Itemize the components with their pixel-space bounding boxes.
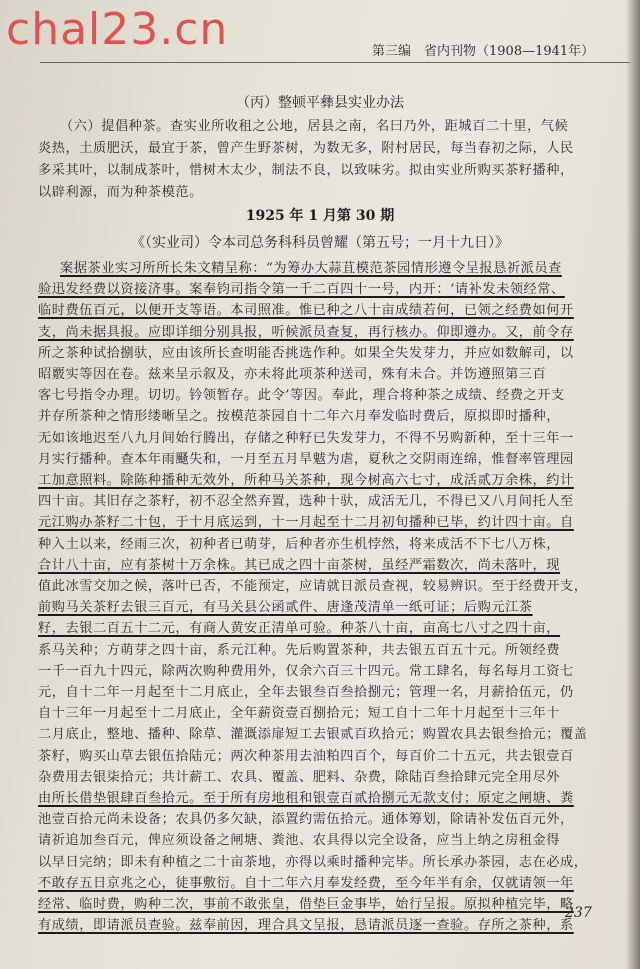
body-line: 四十亩。其旧存之茶籽，初不忍全然弃置，选种十驮，成活无几，不得已又八月间托人至	[38, 494, 574, 510]
body-line: 月实行播种。查本年雨颾失和，一月至五月旱魃为虐，夏秋之交阴雨连绵，惟督率管理园	[38, 451, 574, 467]
body-line: 一千一百九十四元，除两次购种费用外，仅余六百三十四元。常工肆名，每名每月工资七	[38, 663, 574, 679]
page-edge-shadow	[626, 0, 640, 969]
header-rule	[40, 62, 630, 63]
body-line: 杂费用去银柒拾元；共计薪工、农具、覆盖、肥料、杂费，除陆百叁拾肆元完全用尽外	[38, 769, 561, 785]
section-title: （丙）整顿平彝县实业办法	[236, 95, 404, 111]
body-line: 验迅发经费以资接济事。案奉钧司指令第一千二百四十一号，内开：‘请补发未领经常、	[38, 282, 565, 298]
body-line: 支，尚未据具报。应即详细分别具报，听候派员查复，再行核办。仰即遵办。又，前令存	[38, 324, 574, 340]
watermark: chal23.cn	[6, 4, 229, 55]
body-line: 无如该地迟至八九月间始行腾出，存储之种籽已失发芽力，不得不另购新种，至十三年一	[38, 430, 574, 446]
date-heading: 1925 年 1 月第 30 期	[245, 208, 395, 224]
body-line: 案据茶业实习所所长朱文精呈称：“为筹办大蒜苴模范茶园情形遵令呈报恳祈派员查	[60, 261, 562, 276]
body-line: 由所长借垫银肆百叁拾元。至于所有房地租和银壹百贰拾捌元无款支付；原定之闸塘、粪	[38, 791, 574, 806]
page-number: 237	[565, 905, 592, 921]
body-line: 昭覈实等因在卷。兹来呈示叙及，亦未将此项茶种送司，殊有未合。并饬遵照第三百	[38, 367, 547, 382]
body-line: 以早日完纳；即未有种植之二十亩茶地，亦得以乘时播种完毕。所长承办茶园，志在必成，	[38, 854, 588, 870]
body-line: 临时费伍百元，以便开支等语。本司照准。惟已种之八十亩成绩若何，已领之经费如何开	[38, 303, 574, 319]
body-line: 客七号指令办理。切切。钤领暂存。此令’等因。奉此，理合将种茶之成绩、经费之开支	[38, 388, 565, 404]
body-line: 合计八十亩，应有茶树十万余株。其已成之四十亩茶树，虽经严霜数次，尚未落叶，现	[38, 557, 561, 573]
body-line: 值此冰雪交加之候，落叶已否，不能预定，应请就日派员查视，较易辨识。至于经费开支，	[38, 579, 588, 594]
body-line: 籽，去银二百五十二元，有商人黄安正清单可验。种茶八十亩，亩高七八寸之四十亩，	[38, 621, 561, 637]
body-line: 所之茶种试拾捌驮，应由该所长查明能否挑选作种。如果全失发芽力，并应如数解司，以	[38, 345, 574, 361]
body-line: 茶籽，购买山草去银伍拾陆元；两次种茶用去油粕四百个，每百价二十五元，共去银壹百	[38, 748, 574, 764]
body-line: 元，自十二年一月起至十二月底止，全年去银叁百叁拾捌元；管理一名，月薪拾伍元，仍	[38, 685, 574, 700]
body-line: 元江购办茶籽二十包，于十月底运到，十一月起至十二月初旬播种已毕，约计四十亩。自	[38, 515, 574, 531]
body-line: 系马关种；方萌芽之四十亩，系元江种。先后购置茶种，共去银五百五十元。所领经费	[38, 642, 561, 658]
body-line: 池壹百拾元尚未设备；农具仍多欠缺，添置约需伍拾元。通体筹划，除请补发伍百元外，	[38, 812, 574, 828]
document-title: 《（实业司）令本司总务科科员曾耀（第五号；一月十九日）》	[131, 235, 509, 251]
body-line: 有成绩，即请派员查验。兹奉前因，理合具文呈报，恳请派员逐一查验。存所之茶种，系	[38, 918, 574, 934]
text-line: 以辟利源，而为种茶模范。	[38, 185, 203, 200]
body-line: 请祈追加叁百元，俾应须设备之闸塘、粪池、农具得以完全设备，应当上纳之房租金得	[38, 833, 561, 849]
body-line: 经常、临时费，购种二次，事前不敢张皇，借垫巨金事毕，始行呈报。原拟种植完毕，略	[38, 897, 574, 912]
text-line: 炎热，土质肥沃，最宜于茶，曾产生野茶树，为数无多，附村居民，每当春初之际，人民	[38, 141, 574, 156]
text-line: 多采其叶，以制成茶叶，惜树木太少，制法不良，以致味劣。拟由实业所购买茶籽播种，	[38, 163, 574, 178]
body-line: 并存所茶种之情形缕晰呈之。按模范茶园自十二年六月奉发临时费后，原拟即时播种，	[38, 409, 561, 425]
body-line: 不敢存五日京兆之心，徒事敷衍。自十二年六月奉发经费，至今年半有余，仅就请领一年	[38, 875, 574, 891]
body-line: 种入土以来，经雨三次，初种者已萌芽，后种者亦生机悖然，将来成活不下七八万株，	[38, 536, 561, 552]
body-line: 自十三年一月起至十二月底止，全年薪资壹百捌拾元；短工自十二年十月起至十三年十	[38, 706, 561, 722]
body-line: 二月底止，整地、播种、除草、灌溉添扉短工去银贰百玖拾元；购置农具去银叁拾元；覆盖	[38, 727, 588, 743]
running-head: 第三编 省内刊物（1908—1941年）	[372, 44, 595, 59]
body-line: 前购马关茶籽去银三百元，有马关县公函贰件、唐逢茂清单一纸可证；后购元江茶	[38, 600, 533, 616]
body-line: 工加意照料。除陈种播种无效外，所种马关茶种，现今树高六七寸，成活贰万余株，约计	[38, 473, 574, 488]
text-line: （六）提倡种茶。查实业所收租之公地，居县之南，名曰乃外，距城百二十里，气候	[60, 119, 569, 134]
